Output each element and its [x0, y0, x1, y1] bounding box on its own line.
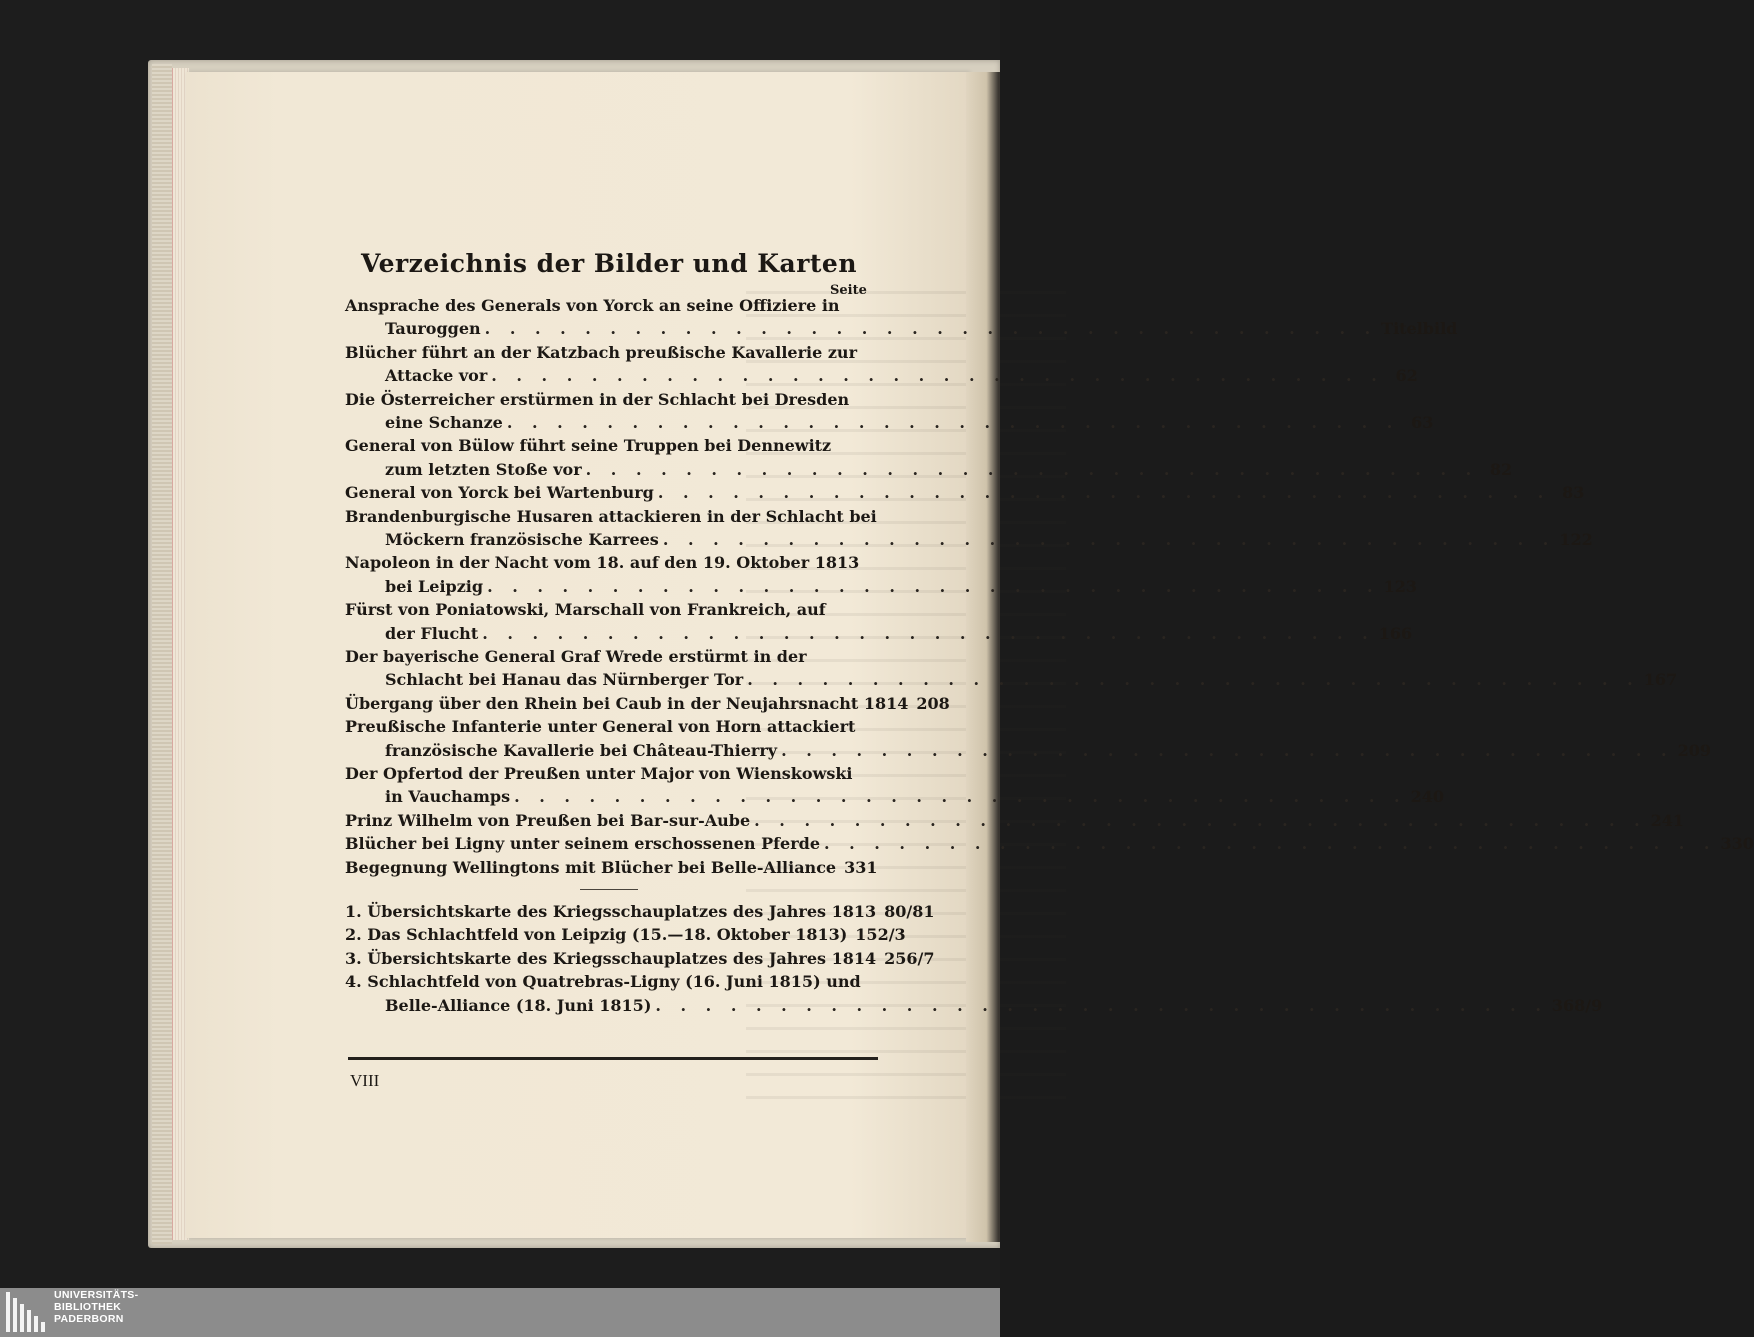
illustration-entry-text: Prinz Wilhelm von Preußen bei Bar-sur-Aube [345, 810, 751, 830]
map-entry-text: Belle-Alliance (18. Juni 1815) [385, 995, 652, 1015]
illustration-entry-line [345, 341, 877, 364]
dot-leader: . . . . . . . . . . . . . . . . . . . . . . . . . . . . . . . . . . . . [781, 740, 1674, 760]
map-entry-page: 152/3 [855, 925, 906, 945]
illustration-entry [345, 598, 1413, 645]
illustration-entry-text: Tauroggen [385, 319, 481, 339]
illustration-entry-line [345, 364, 1418, 387]
illustration-entry-page: 241 [1650, 810, 1685, 830]
illustration-entry-page: 166 [1378, 623, 1413, 643]
illustration-entry-line [345, 809, 1685, 832]
dot-leader: . . . . . . . . . . . . . . . . . . . . . . . . . . . . . . . . . . . . [487, 576, 1380, 596]
illustration-entry-text: Der bayerische General Graf Wrede erstürmt in der [345, 647, 807, 666]
illustration-entry-line [345, 294, 877, 317]
map-entry-text: 2. Das Schlachtfeld von Leipzig (15.—18. Oktober 1813) [345, 925, 848, 945]
map-entry-line [345, 947, 935, 970]
map-entry-page: 256/7 [884, 948, 935, 968]
page-column-label: Seite [830, 283, 867, 298]
illustration-entry-line [345, 832, 1754, 855]
illustration-entry-line [345, 481, 1585, 504]
illustration-entry-line [345, 856, 877, 879]
dot-leader: . . . . . . . . . . . . . . . . . . . . . . . . . . . . . . . . . . . . [585, 459, 1479, 479]
illustration-entry [345, 762, 1444, 809]
page-number: VIII [350, 1071, 380, 1090]
map-entry-text: 4. Schlachtfeld von Quatrebras-Ligny (16. Juni 1815) und [345, 972, 861, 992]
illustration-entry-line [345, 434, 877, 457]
library-name [54, 1289, 138, 1325]
illustration-entry-line [345, 692, 950, 715]
illustration-entry-line [345, 317, 1458, 340]
map-entry-page: 80/81 [884, 902, 935, 921]
map-entry-text: 1. Übersichtskarte des Kriegsschauplatzes des Jahres 1813 [345, 902, 877, 921]
illustration-entry [345, 715, 1711, 762]
illustration-entry-page: 123 [1383, 576, 1417, 596]
illustration-entry-text: bei Leipzig [385, 576, 484, 596]
library-logo [6, 1292, 46, 1332]
illustration-entry-text: Napoleon in der Nacht vom 18. auf den 19. Oktober 1813 [345, 553, 860, 573]
dot-leader: . . . . . . . . . . . . . . . . . . . . . . . . . . . . . . . . . . . . [662, 529, 1556, 549]
footer-rule [348, 1057, 878, 1060]
map-entry-line [345, 900, 935, 923]
illustration-entry-text: General von Yorck bei Wartenburg [345, 483, 654, 503]
map-entry-text: 3. Übersichtskarte des Kriegsschauplatzes des Jahres 1814 [345, 948, 877, 968]
map-entry [345, 923, 906, 946]
illustration-entry [345, 645, 1678, 692]
illustration-entry [345, 551, 1417, 598]
illustration-entry-text: Übergang über den Rhein bei Caub in der Neujahrsnacht 1814 [345, 693, 909, 713]
dot-leader: . . . . . . . . . . . . . . . . . . . . . . . . . . . . . . . . . . . . [484, 319, 1378, 339]
illustration-entry-line [345, 785, 1444, 808]
illustration-entry [345, 294, 1458, 341]
illustration-entry-text: der Flucht [385, 623, 479, 643]
illustration-entry [345, 388, 1434, 435]
illustration-entry-line [345, 668, 1678, 691]
illustration-entry-line [345, 551, 877, 574]
map-entry [345, 947, 935, 970]
illustration-entry-page: 82 [1489, 459, 1513, 479]
map-entry-line [345, 923, 906, 946]
map-entry [345, 900, 935, 923]
illustration-entry-text: französische Kavallerie bei Château-Thierry [385, 740, 778, 760]
illustration-entry-page: 240 [1410, 787, 1444, 807]
illustration-entry-page: 167 [1643, 670, 1678, 690]
library-banner [0, 1288, 1000, 1337]
dot-leader: . . . . . . . . . . . . . . . . . . . . . . . . . . . . . . . . . . . . [747, 670, 1640, 690]
illustration-entry-text: Möckern französische Karrees [385, 529, 659, 549]
illustration-entry-text: Blücher führt an der Katzbach preußische Kavallerie zur [345, 342, 857, 362]
illustration-entry [345, 341, 1418, 388]
dot-leader: . . . . . . . . . . . . . . . . . . . . . . . . . . . . . . . . . . . . [482, 623, 1375, 643]
map-entry-line [345, 994, 1603, 1017]
illustration-entry-text: Ansprache des Generals von Yorck an seine Offiziere in [345, 296, 840, 315]
dot-leader: . . . . . . . . . . . . . . . . . . . . . . . . . . . . . . . . . . . . [824, 834, 1717, 854]
page-title: Verzeichnis der Bilder und Karten [360, 249, 858, 278]
illustration-entry [345, 832, 1754, 855]
dot-leader: . . . . . . . . . . . . . . . . . . . . . . . . . . . . . . . . . . . . [514, 787, 1407, 807]
illustration-entry-text: eine Schanze [385, 412, 503, 432]
illustration-entry-page: 63 [1411, 412, 1434, 432]
dot-leader: . . . . . . . . . . . . . . . . . . . . . . . . . . . . . . . . . . . . [754, 810, 1647, 830]
illustration-entry-page: 62 [1395, 366, 1418, 386]
illustration-entry-line [345, 739, 1711, 762]
illustration-entry-page: 208 [916, 693, 950, 713]
library-name-line2: BIBLIOTHEK [54, 1301, 122, 1313]
illustration-entry-line [345, 575, 1417, 598]
illustration-entry-page: Titelbild [1381, 319, 1458, 339]
illustration-entry-line [345, 505, 877, 528]
illustration-entry-text: Die Österreicher erstürmen in der Schlacht bei Dresden [345, 389, 850, 409]
illustration-entry-page: 83 [1562, 483, 1585, 503]
illustration-entry-text: Begegnung Wellingtons mit Blücher bei Belle-Alliance [345, 857, 837, 877]
illustration-entry-text: in Vauchamps [385, 787, 511, 807]
illustration-entry-line [345, 645, 877, 668]
illustration-entry [345, 692, 950, 715]
illustration-entry-line [345, 388, 877, 411]
dot-leader: . . . . . . . . . . . . . . . . . . . . . . . . . . . . . . . . . . . . [491, 366, 1384, 386]
library-name-line1: UNIVERSITÄTS- [54, 1289, 139, 1301]
map-entry [345, 970, 1603, 1017]
illustration-entry [345, 481, 1585, 504]
illustration-entry-line [345, 715, 877, 738]
illustration-entry-text: Blücher bei Ligny unter seinem erschossenen Pferde [345, 834, 820, 854]
illustration-entry-line [345, 622, 1413, 645]
illustration-entry-text: Schlacht bei Hanau das Nürnberger Tor [385, 670, 744, 690]
illustration-entry-text: Der Opfertod der Preußen unter Major von Wienskowski [345, 764, 853, 783]
illustration-entry [345, 505, 1593, 552]
illustration-entry-line [345, 528, 1593, 551]
section-divider [580, 889, 638, 890]
illustration-entry-text: Fürst von Poniatowski, Marschall von Frankreich, auf [345, 600, 826, 620]
map-entry-line [345, 970, 877, 993]
illustration-entry-page: 331 [844, 857, 878, 877]
illustration-entry-text: Brandenburgische Husaren attackieren in der Schlacht bei [345, 506, 877, 526]
illustration-entry-page: 209 [1677, 740, 1711, 760]
illustration-entry [345, 434, 1513, 481]
map-entry-page: 368/9 [1551, 995, 1603, 1015]
dot-leader: . . . . . . . . . . . . . . . . . . . . . . . . . . . . . . . . . . . . [657, 483, 1551, 503]
illustration-entry-text: General von Bülow führt seine Truppen bei Dennewitz [345, 436, 832, 456]
illustration-entry-text: Preußische Infanterie unter General von Horn attackiert [345, 717, 856, 737]
illustration-entry [345, 809, 1685, 832]
dot-leader: . . . . . . . . . . . . . . . . . . . . . . . . . . . . . . . . . . . . [506, 412, 1400, 432]
library-name-line3: PADERBORN [54, 1313, 124, 1325]
illustration-entry-page: 122 [1559, 529, 1593, 549]
illustration-entry-text: zum letzten Stoße vor [385, 459, 582, 479]
dot-leader: . . . . . . . . . . . . . . . . . . . . . . . . . . . . . . . . . . . . [655, 995, 1548, 1015]
illustration-entry-page: 330 [1720, 834, 1754, 854]
illustration-entry-line [345, 598, 877, 621]
illustration-entry-text: Attacke vor [385, 366, 488, 386]
illustration-entry [345, 856, 877, 879]
illustration-entry-line [345, 411, 1434, 434]
illustration-entry-line [345, 458, 1513, 481]
illustration-entry-line [345, 762, 877, 785]
